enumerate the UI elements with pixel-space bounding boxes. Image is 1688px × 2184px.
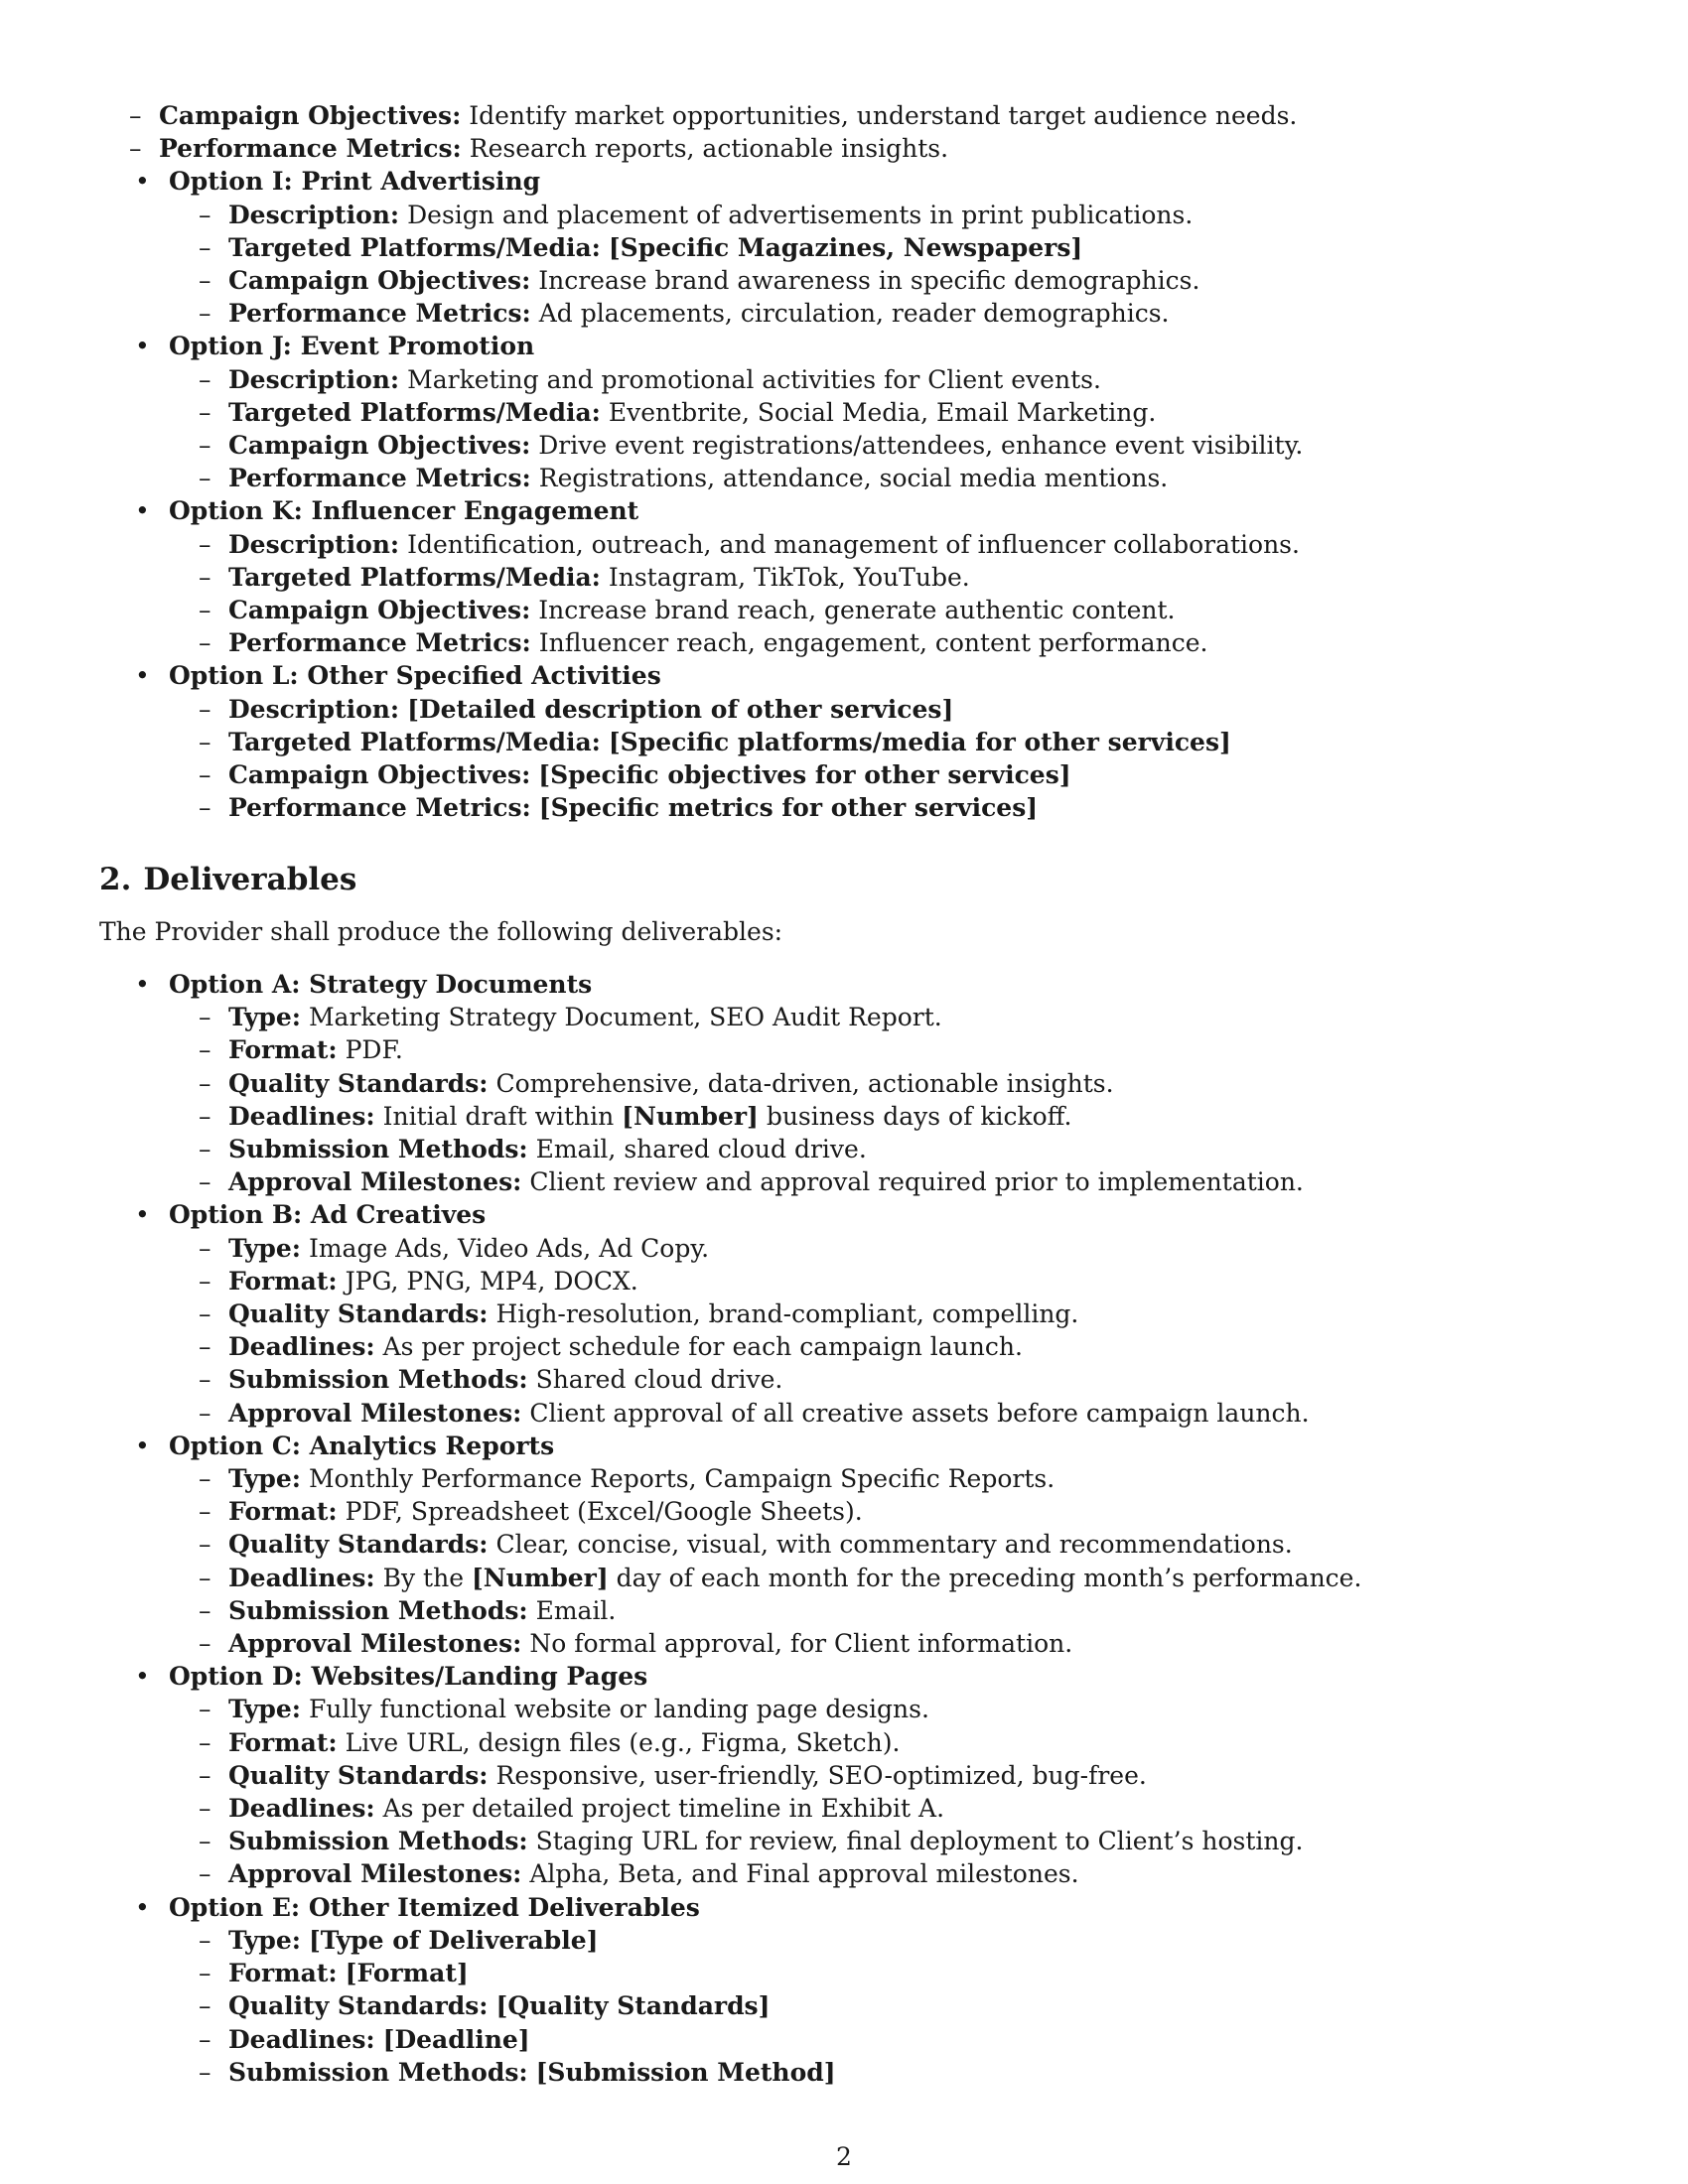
- item-value: Image Ads, Video Ads, Ad Copy.: [308, 1233, 710, 1263]
- option-title: Option E: Other Itemized Deliverables: [169, 1892, 700, 1922]
- list-item: [169, 2023, 1589, 2056]
- item-label: Type:: [228, 1695, 301, 1724]
- item-value: Eventbrite, Social Media, Email Marketing.: [608, 397, 1157, 427]
- item-value-placeholder: [Number]: [471, 1563, 609, 1592]
- list-item: [169, 791, 1589, 824]
- dash-bullet: –: [199, 1464, 211, 1494]
- list-item: [169, 2056, 1589, 2089]
- dash-bullet: –: [199, 1497, 211, 1527]
- item-label: Approval Milestones:: [228, 1398, 522, 1428]
- dash-bullet: –: [199, 1959, 211, 1988]
- item-label: Campaign Objectives:: [228, 596, 531, 625]
- item-label: Targeted Platforms/Media:: [228, 562, 601, 592]
- bullet-dot: •: [135, 1892, 150, 1922]
- item-label: Performance Metrics:: [228, 793, 531, 823]
- item-value: Fully functional website or landing page designs.: [308, 1695, 929, 1724]
- option-title: Option C: Analytics Reports: [169, 1431, 555, 1460]
- dash-bullet: –: [199, 1332, 211, 1362]
- item-value: Influencer reach, engagement, content performance.: [538, 628, 1208, 658]
- item-value: As per project schedule for each campaign launch.: [382, 1332, 1023, 1362]
- list-item: [169, 1792, 1589, 1825]
- option-item: [99, 1660, 1589, 1890]
- item-value: PDF, Spreadsheet (Excel/Google Sheets).: [345, 1497, 863, 1527]
- section-intro: The Provider shall produce the following deliverables:: [99, 917, 783, 946]
- dash-bullet: –: [199, 2057, 211, 2087]
- item-label: Submission Methods:: [228, 2057, 528, 2087]
- item-label: Campaign Objectives:: [228, 760, 531, 790]
- item-label: Format:: [228, 1959, 338, 1988]
- item-value-post: business days of kickoff.: [758, 1101, 1072, 1131]
- list-item: [169, 626, 1589, 659]
- list-item: [169, 429, 1589, 462]
- item-value: JPG, PNG, MP4, DOCX.: [345, 1266, 638, 1296]
- dash-bullet: –: [199, 1794, 211, 1824]
- dash-bullet: –: [199, 2024, 211, 2054]
- list-item: [169, 1693, 1589, 1725]
- item-value: [Type of Deliverable]: [308, 1925, 599, 1955]
- dash-bullet: –: [199, 1827, 211, 1856]
- dash-bullet: –: [199, 727, 211, 756]
- list-item: [169, 1957, 1589, 1989]
- list-item: [169, 1759, 1589, 1792]
- dash-bullet: –: [129, 134, 142, 164]
- item-value: Client review and approval required prior to implementation.: [529, 1167, 1304, 1197]
- bullet-dot: •: [135, 332, 150, 361]
- item-value: Instagram, TikTok, YouTube.: [608, 562, 970, 592]
- item-value: Design and placement of advertisements in print publications.: [407, 200, 1194, 229]
- list-item: [169, 528, 1589, 561]
- item-value: High-resolution, brand-compliant, compelling.: [495, 1299, 1079, 1329]
- item-value-placeholder: [Number]: [622, 1101, 759, 1131]
- list-item: [99, 132, 1589, 165]
- item-label: Performance Metrics:: [159, 134, 462, 164]
- item-value: Identification, outreach, and management of influencer collaborations.: [407, 529, 1300, 559]
- list-item: [169, 462, 1589, 494]
- list-item: [169, 1627, 1589, 1660]
- list-item: [169, 1528, 1589, 1561]
- item-label: Quality Standards:: [228, 1068, 489, 1098]
- item-value: [Specific platforms/media for other services]: [608, 727, 1231, 756]
- dash-bullet: –: [199, 1233, 211, 1263]
- page-number: 2: [836, 2142, 852, 2171]
- item-value: Marketing and promotional activities for Client events.: [407, 364, 1101, 394]
- option-item: [99, 330, 1589, 494]
- bullet-dot: •: [135, 1662, 150, 1692]
- section-number: 2.: [99, 862, 132, 897]
- item-value: [Format]: [345, 1959, 469, 1988]
- list-item: [169, 1033, 1589, 1066]
- dash-bullet: –: [199, 464, 211, 493]
- item-label: Type:: [228, 1925, 301, 1955]
- item-value: [Deadline]: [382, 2024, 530, 2054]
- dash-bullet: –: [199, 266, 211, 296]
- item-value: Email, shared cloud drive.: [535, 1135, 867, 1164]
- dash-bullet: –: [199, 1365, 211, 1395]
- bullet-dot: •: [135, 970, 150, 999]
- dash-bullet: –: [199, 1925, 211, 1955]
- option-title: Option D: Websites/Landing Pages: [169, 1662, 648, 1692]
- list-item: [169, 1165, 1589, 1198]
- item-value: Research reports, actionable insights.: [469, 134, 949, 164]
- list-item: [169, 396, 1589, 429]
- item-label: Quality Standards:: [228, 1991, 489, 2021]
- dash-bullet: –: [199, 431, 211, 461]
- sub-list: [169, 1001, 1589, 1198]
- list-item: [99, 99, 1589, 132]
- list-item: [169, 264, 1589, 297]
- item-label: Format:: [228, 1727, 338, 1757]
- item-value-post: day of each month for the preceding month’s performance.: [608, 1563, 1362, 1592]
- item-label: Performance Metrics:: [228, 628, 531, 658]
- item-value: Comprehensive, data-driven, actionable insights.: [495, 1068, 1114, 1098]
- sub-list: [169, 1462, 1589, 1660]
- dash-bullet: –: [199, 1299, 211, 1329]
- list-item: [169, 1462, 1589, 1495]
- item-label: Targeted Platforms/Media:: [228, 232, 601, 262]
- option-title: Option I: Print Advertising: [169, 167, 541, 197]
- item-value: Ad placements, circulation, reader demographics.: [538, 299, 1170, 329]
- list-item: [169, 1001, 1589, 1033]
- option-title: Option B: Ad Creatives: [169, 1200, 487, 1230]
- dash-bullet: –: [199, 1101, 211, 1131]
- list-item: [169, 561, 1589, 594]
- dash-bullet: –: [199, 200, 211, 229]
- sub-list: [169, 693, 1589, 825]
- item-label: Campaign Objectives:: [159, 101, 462, 130]
- item-value: Live URL, design files (e.g., Figma, Sketch).: [345, 1727, 901, 1757]
- dash-bullet: –: [199, 1727, 211, 1757]
- item-value: Increase brand reach, generate authentic content.: [538, 596, 1176, 625]
- item-label: Description:: [228, 529, 400, 559]
- item-value: Drive event registrations/attendees, enhance event visibility.: [538, 431, 1304, 461]
- dash-bullet: –: [199, 397, 211, 427]
- sub-list: [169, 1232, 1589, 1430]
- dash-bullet: –: [199, 1003, 211, 1032]
- option-item: [99, 165, 1589, 330]
- sub-list: [169, 1693, 1589, 1890]
- item-label: Quality Standards:: [228, 1530, 489, 1560]
- item-label: Campaign Objectives:: [228, 431, 531, 461]
- item-label: Performance Metrics:: [228, 299, 531, 329]
- item-label: Type:: [228, 1003, 301, 1032]
- item-value: Increase brand awareness in specific demographics.: [538, 266, 1200, 296]
- sub-list: [169, 528, 1589, 660]
- list-item: [169, 1989, 1589, 2022]
- item-value: Responsive, user-friendly, SEO-optimized, bug-free.: [495, 1760, 1147, 1790]
- list-item: [169, 1726, 1589, 1759]
- dash-bullet: –: [199, 1167, 211, 1197]
- option-item: [99, 1430, 1589, 1660]
- item-value: Staging URL for review, final deployment to Client’s hosting.: [535, 1827, 1304, 1856]
- item-label: Submission Methods:: [228, 1827, 528, 1856]
- item-label: Description:: [228, 694, 400, 724]
- option-item: [99, 1198, 1589, 1429]
- list-item: [169, 1397, 1589, 1430]
- list-item: [169, 297, 1589, 330]
- list-item: [169, 1297, 1589, 1330]
- bullet-dot: •: [135, 1200, 150, 1230]
- list-item: [169, 726, 1589, 758]
- item-label: Approval Milestones:: [228, 1629, 522, 1659]
- dash-bullet: –: [199, 529, 211, 559]
- dash-bullet: –: [199, 1629, 211, 1659]
- dash-bullet: –: [199, 1695, 211, 1724]
- item-label: Approval Milestones:: [228, 1167, 522, 1197]
- option-item: [99, 1891, 1589, 2089]
- option-title: Option J: Event Promotion: [169, 332, 535, 361]
- dash-bullet: –: [129, 101, 142, 130]
- dash-bullet: –: [199, 1991, 211, 2021]
- item-value: Identify market opportunities, understand target audience needs.: [469, 101, 1298, 130]
- dash-bullet: –: [199, 1266, 211, 1296]
- sub-list: [169, 1924, 1589, 2089]
- dash-bullet: –: [199, 1859, 211, 1889]
- list-item: [169, 1495, 1589, 1528]
- item-label: Submission Methods:: [228, 1595, 528, 1625]
- list-item: [169, 1594, 1589, 1627]
- list-item: [169, 1067, 1589, 1100]
- item-label: Deadlines:: [228, 1794, 375, 1824]
- dash-bullet: –: [199, 299, 211, 329]
- dash-bullet: –: [199, 760, 211, 790]
- sub-list: [169, 199, 1589, 331]
- item-label: Targeted Platforms/Media:: [228, 727, 601, 756]
- item-label: Type:: [228, 1464, 301, 1494]
- item-label: Targeted Platforms/Media:: [228, 397, 601, 427]
- dash-bullet: –: [199, 1760, 211, 1790]
- list-item: [169, 1924, 1589, 1957]
- deliverables-list: [99, 968, 1589, 2089]
- list-item: [169, 1330, 1589, 1363]
- sub-list: [169, 363, 1589, 495]
- bullet-dot: •: [135, 496, 150, 526]
- item-label: Deadlines:: [228, 1101, 375, 1131]
- item-value-pre: By the: [382, 1563, 472, 1592]
- item-label: Deadlines:: [228, 1332, 375, 1362]
- item-label: Type:: [228, 1233, 301, 1263]
- section-heading: [99, 862, 356, 897]
- item-label: Submission Methods:: [228, 1135, 528, 1164]
- item-label: Deadlines:: [228, 1563, 375, 1592]
- list-item: [169, 1133, 1589, 1165]
- item-value: [Specific metrics for other services]: [538, 793, 1039, 823]
- item-label: Approval Milestones:: [228, 1859, 522, 1889]
- list-item: [169, 1265, 1589, 1297]
- dash-bullet: –: [199, 1035, 211, 1065]
- item-label: Format:: [228, 1266, 338, 1296]
- item-value: Email.: [535, 1595, 617, 1625]
- option-item: [99, 968, 1589, 1198]
- item-label: Description:: [228, 364, 400, 394]
- bullet-dot: •: [135, 1431, 150, 1460]
- bullet-dot: •: [135, 167, 150, 197]
- item-value: No formal approval, for Client information.: [529, 1629, 1073, 1659]
- item-value: Client approval of all creative assets before campaign launch.: [529, 1398, 1310, 1428]
- item-label: Submission Methods:: [228, 1365, 528, 1395]
- dash-bullet: –: [199, 1068, 211, 1098]
- dash-bullet: –: [199, 1530, 211, 1560]
- list-item: [169, 1825, 1589, 1857]
- item-value: Clear, concise, visual, with commentary and recommendations.: [495, 1530, 1293, 1560]
- item-value: As per detailed project timeline in Exhibit A.: [382, 1794, 945, 1824]
- item-value: Alpha, Beta, and Final approval milestones.: [529, 1859, 1079, 1889]
- item-value: [Submission Method]: [535, 2057, 836, 2087]
- item-label: Format:: [228, 1035, 338, 1065]
- dash-bullet: –: [199, 364, 211, 394]
- dash-bullet: –: [199, 1135, 211, 1164]
- services-list: [99, 99, 1589, 824]
- dash-bullet: –: [199, 1398, 211, 1428]
- list-item: [169, 1232, 1589, 1265]
- dash-bullet: –: [199, 1563, 211, 1592]
- item-label: Quality Standards:: [228, 1760, 489, 1790]
- option-title: Option K: Influencer Engagement: [169, 496, 639, 526]
- item-value-pre: Initial draft within: [382, 1101, 623, 1131]
- item-label: Campaign Objectives:: [228, 266, 531, 296]
- list-item: [169, 363, 1589, 396]
- dash-bullet: –: [199, 793, 211, 823]
- list-item: [169, 758, 1589, 791]
- list-item: [169, 1363, 1589, 1396]
- list-item: [169, 231, 1589, 264]
- section-title: Deliverables: [143, 862, 357, 897]
- dash-bullet: –: [199, 596, 211, 625]
- item-label: Deadlines:: [228, 2024, 375, 2054]
- dash-bullet: –: [199, 694, 211, 724]
- dash-bullet: –: [199, 232, 211, 262]
- item-label: Description:: [228, 200, 400, 229]
- option-item: [99, 659, 1589, 824]
- item-value: [Specific objectives for other services]: [538, 760, 1071, 790]
- list-item: [169, 1857, 1589, 1890]
- dash-bullet: –: [199, 628, 211, 658]
- item-label: Performance Metrics:: [228, 464, 531, 493]
- option-title: Option L: Other Specified Activities: [169, 661, 661, 691]
- item-value: Monthly Performance Reports, Campaign Specific Reports.: [308, 1464, 1055, 1494]
- item-value: Registrations, attendance, social media mentions.: [538, 464, 1169, 493]
- list-item: [169, 693, 1589, 726]
- item-label: Format:: [228, 1497, 338, 1527]
- item-label: Quality Standards:: [228, 1299, 489, 1329]
- dash-bullet: –: [199, 1595, 211, 1625]
- list-item: [169, 1100, 1589, 1133]
- option-item: [99, 494, 1589, 659]
- dash-bullet: –: [199, 562, 211, 592]
- item-value: Marketing Strategy Document, SEO Audit Report.: [308, 1003, 942, 1032]
- item-value: Shared cloud drive.: [535, 1365, 783, 1395]
- item-value: [Specific Magazines, Newspapers]: [608, 232, 1083, 262]
- list-item: [169, 199, 1589, 231]
- item-value: [Quality Standards]: [495, 1991, 771, 2021]
- list-item: [169, 594, 1589, 626]
- item-value: [Detailed description of other services]: [407, 694, 954, 724]
- bullet-dot: •: [135, 661, 150, 691]
- item-value: PDF.: [345, 1035, 403, 1065]
- list-item: [169, 1562, 1589, 1594]
- option-title: Option A: Strategy Documents: [169, 970, 593, 999]
